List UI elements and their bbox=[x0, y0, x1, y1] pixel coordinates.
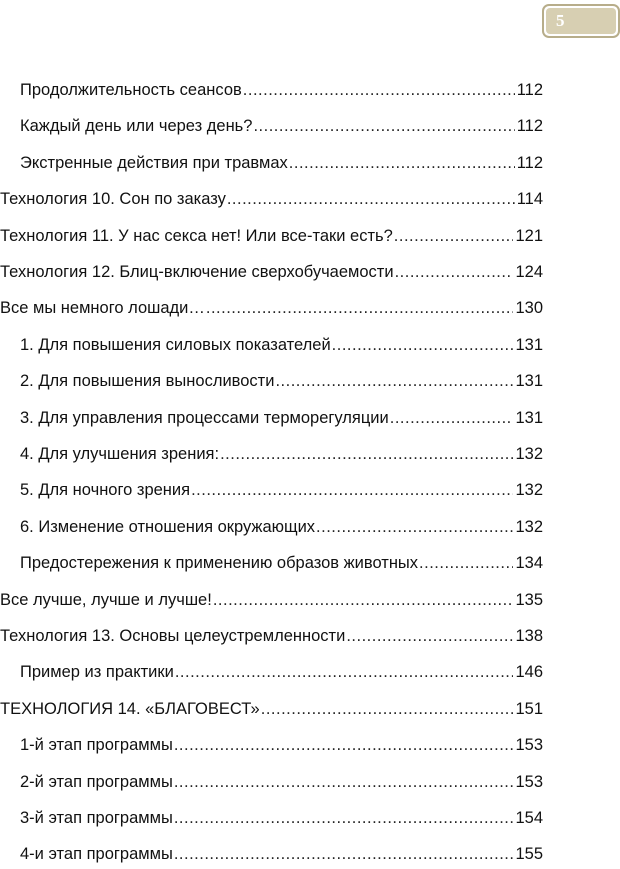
toc-dot-leader bbox=[174, 734, 514, 756]
toc-entry-page: 134 bbox=[515, 554, 543, 573]
toc-dot-leader bbox=[243, 79, 515, 101]
toc-entry-page: 112 bbox=[516, 117, 543, 136]
toc-entry[interactable] bbox=[0, 807, 543, 829]
toc-dot-leader bbox=[191, 479, 513, 501]
toc-entry[interactable] bbox=[0, 479, 543, 501]
toc-entry[interactable] bbox=[0, 370, 543, 392]
toc-dot-leader bbox=[346, 625, 513, 647]
toc-dot-leader bbox=[206, 297, 514, 319]
toc-dot-leader bbox=[174, 771, 514, 793]
toc-entry-title: 3-й этап программы bbox=[20, 809, 173, 827]
toc-dot-leader bbox=[394, 225, 514, 247]
page-number: 5 bbox=[546, 8, 616, 34]
toc-dot-leader bbox=[261, 698, 514, 720]
toc-entry-title: 1-й этап программы bbox=[20, 736, 173, 755]
toc-entry[interactable] bbox=[0, 188, 543, 210]
toc-entry-page: 131 bbox=[515, 408, 543, 427]
toc-entry-page: 112 bbox=[516, 153, 543, 172]
toc-dot-leader bbox=[220, 443, 513, 465]
toc-dot-leader bbox=[275, 370, 513, 392]
toc-entry-title: Технология 12. Блиц-включение сверхобучаемости bbox=[0, 263, 394, 281]
toc-entry[interactable] bbox=[0, 225, 543, 247]
toc-entry-page: 132 bbox=[515, 481, 543, 500]
toc-dot-leader bbox=[316, 516, 513, 538]
toc-entry[interactable] bbox=[0, 334, 543, 356]
toc-entry[interactable] bbox=[0, 843, 543, 865]
toc-entry-page: 114 bbox=[516, 190, 543, 209]
toc-entry[interactable] bbox=[0, 297, 543, 319]
toc-entry-page: 155 bbox=[515, 845, 543, 864]
toc-entry-page: 121 bbox=[515, 226, 543, 245]
toc-entry[interactable] bbox=[0, 443, 543, 465]
toc-entry-title: 5. Для ночного зрения bbox=[20, 481, 191, 500]
toc-entry-title: Технология 11. У нас секса нет! Или все-таки есть? bbox=[0, 226, 393, 245]
toc-entry[interactable] bbox=[0, 698, 543, 720]
toc-entry-page: 153 bbox=[515, 736, 543, 755]
toc-entry-title: Каждый день или через день? bbox=[20, 117, 253, 136]
toc-entry-title: 3. Для управления процессами терморегуляции bbox=[20, 408, 389, 427]
toc-dot-leader bbox=[390, 407, 514, 429]
toc-dot-leader bbox=[175, 661, 514, 683]
toc-dot-leader bbox=[174, 843, 514, 865]
toc-entry-title: Пример из практики bbox=[20, 663, 174, 682]
toc-entry-title: 2. Для повышения выносливости bbox=[20, 372, 275, 391]
page-number-badge bbox=[542, 4, 620, 38]
toc-dot-leader bbox=[289, 152, 515, 174]
toc-entry-title: Технология 13. Основы целеустремленности bbox=[0, 627, 346, 645]
toc-entry-page: 124 bbox=[515, 263, 543, 281]
toc-entry-title: Предостережения к применению образов животных bbox=[20, 554, 419, 573]
toc-entry-page: 153 bbox=[515, 772, 543, 791]
toc-entry-page: 135 bbox=[515, 590, 543, 609]
toc-entry[interactable] bbox=[0, 661, 543, 683]
toc-dot-leader bbox=[174, 807, 514, 829]
toc-entry[interactable] bbox=[0, 625, 543, 647]
toc-entry-title: 6. Изменение отношения окружающих bbox=[20, 517, 316, 536]
toc-dot-leader bbox=[419, 552, 513, 574]
toc-entry[interactable] bbox=[0, 79, 543, 101]
toc-dot-leader bbox=[253, 115, 514, 137]
toc-entry[interactable] bbox=[0, 407, 543, 429]
toc-entry[interactable] bbox=[0, 734, 543, 756]
toc-entry-page: 131 bbox=[515, 335, 543, 354]
toc-entry-title: ТЕХНОЛОГИЯ 14. «БЛАГОВЕСТ» bbox=[0, 699, 260, 718]
toc-dot-leader bbox=[227, 188, 515, 210]
toc-entry[interactable] bbox=[0, 589, 543, 611]
toc-entry-page: 131 bbox=[515, 372, 543, 391]
toc-entry[interactable] bbox=[0, 771, 543, 793]
toc-entry[interactable] bbox=[0, 152, 543, 174]
toc-entry-title: 4-и этап программы bbox=[20, 845, 173, 864]
toc-entry-title: Все мы немного лошади… bbox=[0, 299, 205, 318]
toc-entry[interactable] bbox=[0, 261, 543, 283]
toc-entry-page: 132 bbox=[515, 445, 543, 463]
toc-entry-title: 2-й этап программы bbox=[20, 772, 173, 791]
toc-entry-title: Технология 10. Сон по заказу bbox=[0, 190, 226, 209]
toc-entry[interactable] bbox=[0, 552, 543, 574]
toc-entry-page: 146 bbox=[515, 663, 543, 682]
toc-entry-title: 4. Для улучшения зрения: bbox=[20, 445, 220, 463]
toc-entry-page: 151 bbox=[515, 699, 543, 718]
toc-entry-page: 130 bbox=[515, 299, 543, 318]
toc-entry-title: Продолжительность сеансов bbox=[20, 81, 242, 99]
toc-entry[interactable] bbox=[0, 115, 543, 137]
toc-entry-title: Экстренные действия при травмах bbox=[20, 153, 288, 172]
toc-entry-page: 138 bbox=[515, 627, 543, 645]
toc-entry-page: 132 bbox=[515, 517, 543, 536]
toc-dot-leader bbox=[332, 334, 514, 356]
toc-entry[interactable] bbox=[0, 516, 543, 538]
toc-entry-title: Все лучше, лучше и лучше! bbox=[0, 590, 212, 609]
toc-dot-leader bbox=[213, 589, 514, 611]
toc-entry-page: 154 bbox=[515, 809, 543, 827]
toc-entry-page: 112 bbox=[516, 81, 543, 99]
toc-entry-title: 1. Для повышения силовых показателей bbox=[20, 335, 331, 354]
toc-dot-leader bbox=[395, 261, 514, 283]
